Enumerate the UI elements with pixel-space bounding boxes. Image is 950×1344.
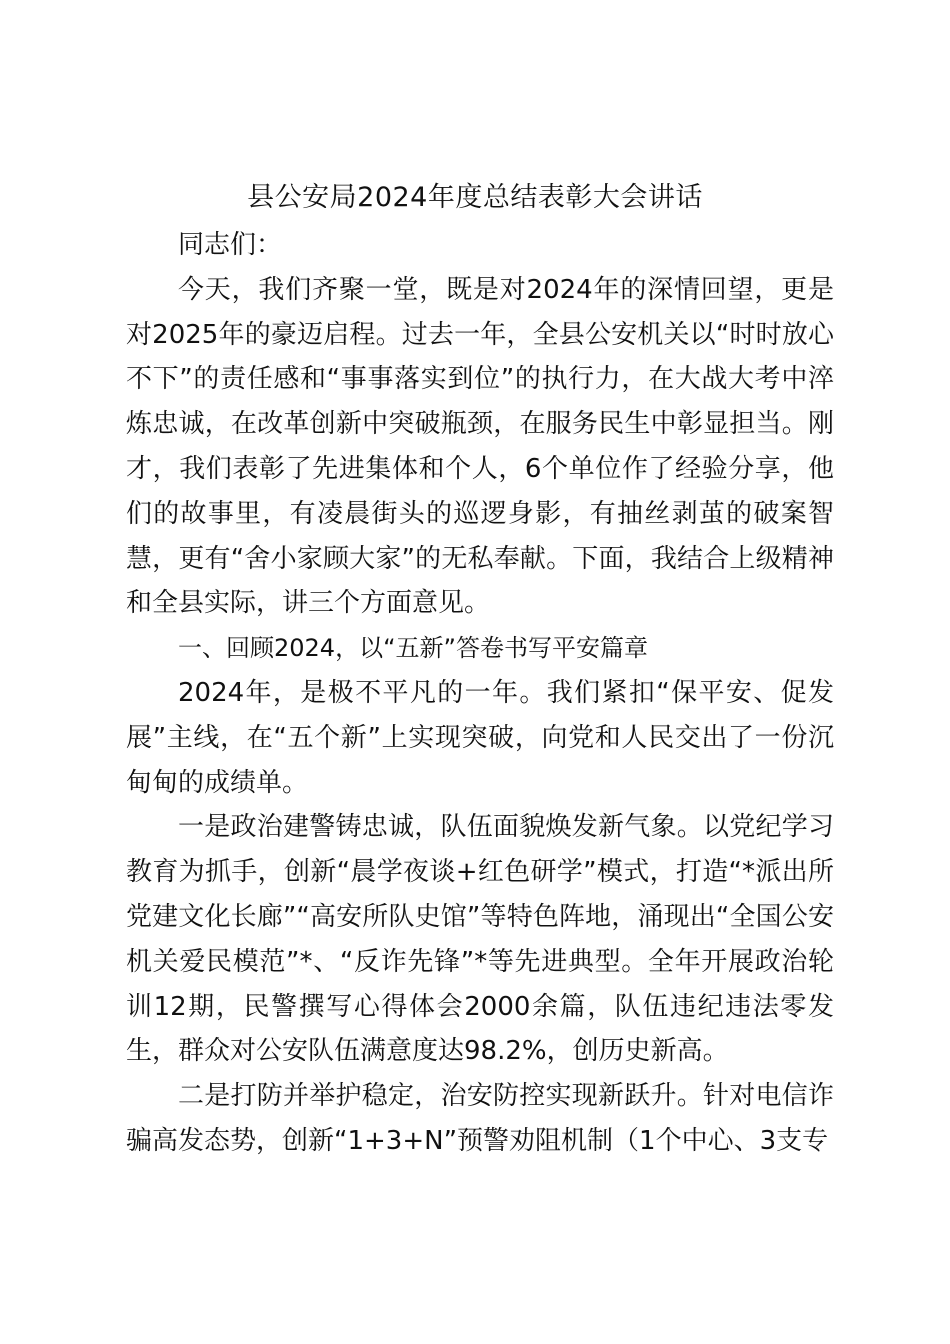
section-heading: 一、回顾2024，以“五新”答卷书写平安篇章	[178, 634, 648, 663]
section-paragraph-security: 二是打防并举护稳定，治安防控实现新跃升。针对电信诈骗高发态势，创新“1+3+N”预警劝阻机制（1个中心、3支专	[126, 1081, 834, 1156]
salutation: 同志们：	[178, 230, 283, 260]
section-paragraph-political: 一是政治建警铸忠诚，队伍面貌焕发新气象。以党纪学习教育为抓手，创新“晨学夜谈+红色研学”模式，打造“*派出所党建文化长廊”“高安所队史馆”等特色阵地，涌现出“全国公安机关爱民模范”*、“反诈先锋”*等先进典型。全年开展政治轮训12期，民警撰写心得体会2000余篇，队伍违纪违法零发生，群众对公安队伍满意度达98.2%，创历史新高。	[126, 812, 834, 1067]
section-paragraph-overview: 2024年，是极不平凡的一年。我们紧扣“保平安、促发展”主线，在“五个新”上实现突破，向党和人民交出了一份沉甸甸的成绩单。	[126, 677, 834, 798]
document-body	[126, 223, 834, 1164]
intro-paragraph: 今天，我们齐聚一堂，既是对2024年的深情回望，更是对2025年的豪迈启程。过去一年，全县公安机关以“时时放心不下”的责任感和“事事落实到位”的执行力，在大战大考中淬炼忠诚，在改革创新中突破瓶颈，在服务民生中彰显担当。刚才，我们表彰了先进集体和个人，6个单位作了经验分享，他们的故事里，有凌晨街头的巡逻身影，有抽丝剥茧的破案智慧，更有“舍小家顾大家”的无私奉献。下面，我结合上级精神和全县实际，讲三个方面意见。	[126, 274, 834, 619]
document-title: 县公安局2024年度总结表彰大会讲话	[247, 182, 703, 213]
